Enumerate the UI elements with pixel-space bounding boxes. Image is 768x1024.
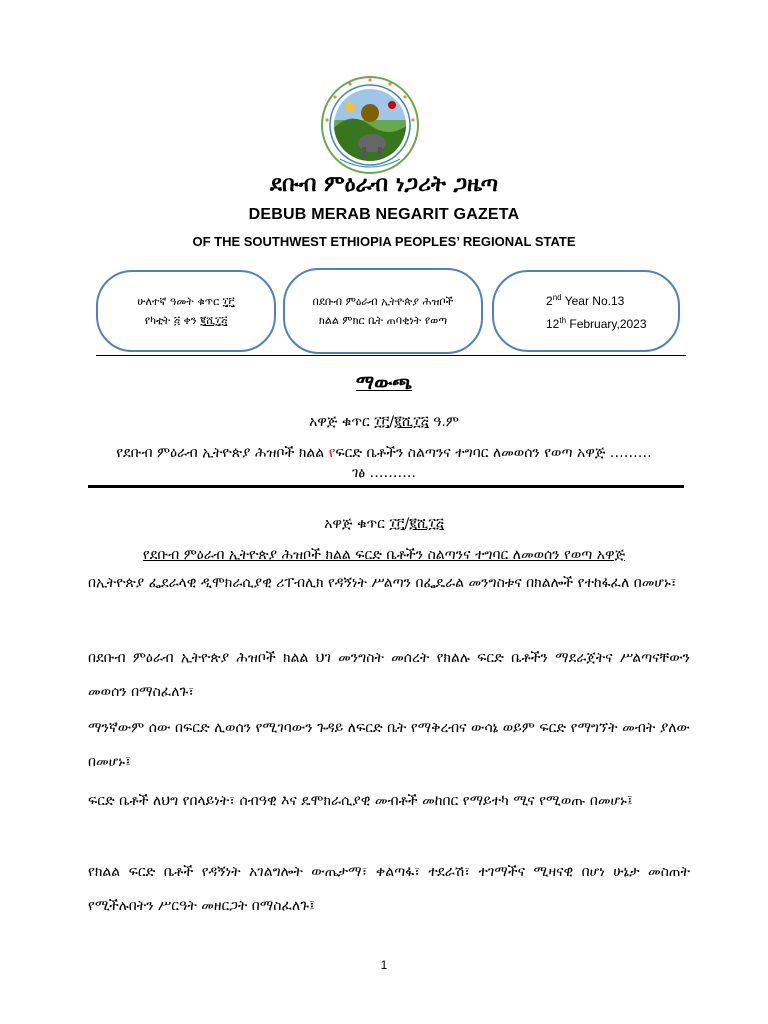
contents-proclamation-number: አዋጅ ቁጥር ፲፫/፪ሺ፲፭ ዓ.ም <box>309 414 459 430</box>
regional-seal-logo <box>320 75 420 175</box>
issue-year-line: ሁለተኛ ዓመት ቁጥር ፲፫ <box>137 295 235 308</box>
publisher-line-1: በደቡብ ምዕራብ ኢትዮጵያ ሕዝቦች <box>312 295 454 308</box>
page-number: 1 <box>380 958 388 972</box>
preamble-paragraph: በኢትዮጵያ ፌደራላዊ ዲሞክራሲያዊ ሪፐብሊክ የዳኝነት ሥልጣን በፌዴራል መንግስቱና በክልሎች የተከፋፈለ በመሆኑ፣ <box>88 575 677 591</box>
contents-entry: የደቡብ ምዕራብ ኢትዮጵያ ሕዝቦች ክልል የፍርድ ቤቶችን ስልጣንና ተግባር ለመወሰን የወጣ አዋጅ ……… ገፅ ………. <box>116 445 652 481</box>
issue-info-box-amharic <box>96 270 276 352</box>
issue-info-box-english <box>492 270 680 352</box>
preamble-paragraph: በደቡብ ምዕራብ ኢትዮጵያ ሕዝቦች ክልል ህገ መንግስት መሰረት የክልሉ ፍርድ ቤቶችን ማደራጀትና ሥልጣናቸውን መወሰን በማስፈለጉ፣ <box>88 650 690 700</box>
contents-page-ref: ገፅ ………. <box>351 465 417 481</box>
issue-year-line-english: 2nd Year No.13 <box>546 293 625 308</box>
proclamation-number: አዋጅ ቁጥር ፲፫/፪ሺ፲፭ <box>324 516 444 532</box>
gazette-subtitle-english: OF THE SOUTHWEST ETHIOPIA PEOPLES’ REGIONAL STATE <box>192 234 576 249</box>
issue-date-line: የካቲት ፭ ቀን ፪ሺ፲፭ <box>144 314 228 327</box>
publisher-box <box>283 268 483 354</box>
gazette-title-english: DEBUB MERAB NEGARIT GAZETA <box>248 206 520 223</box>
gazette-title-amharic: ደቡብ ምዕራብ ነጋሪት ጋዜጣ <box>270 172 498 197</box>
header-divider <box>96 355 686 356</box>
preamble-paragraph: የክልል ፍርድ ቤቶች የዳኝነት አገልግሎት ውጤታማ፣ ቀልጣፋ፣ ተደራሽ፣ ተገማችና ሚዛናዊ በሆነ ሁኔታ መስጠት የሚችሉበትን ሥርዓት መዘርጋት በማስፈለጉ፤ <box>88 864 690 914</box>
publisher-line-2: ክልል ምክር ቤት ጠባቂነት የወጣ <box>318 314 448 327</box>
preamble-paragraph: ፍርድ ቤቶች ለህግ የበላይነት፣ ሰብዓዊ እና ዴሞክራሲያዊ መብቶች መከበር የማይተካ ሚና የሚወጡ በመሆኑ፤ <box>88 793 633 809</box>
preamble-paragraph: ማንኛውም ሰው በፍርድ ሊወሰን የሚገባውን ጉዳይ ለፍርድ ቤት የማቅረብና ውሳኔ ወይም ፍርድ የማግኘት መብት ያለው በመሆኑ፤ <box>88 720 690 770</box>
contents-divider <box>88 485 684 488</box>
proclamation-title: የደቡብ ምዕራብ ኢትዮጵያ ሕዝቦች ክልል ፍርድ ቤቶችን ስልጣንና ተግባር ለመወሰን የወጣ አዋጅ <box>142 547 626 563</box>
contents-heading: ማውጫ <box>355 372 413 394</box>
issue-date-line-english: 12th February,2023 <box>546 316 647 331</box>
